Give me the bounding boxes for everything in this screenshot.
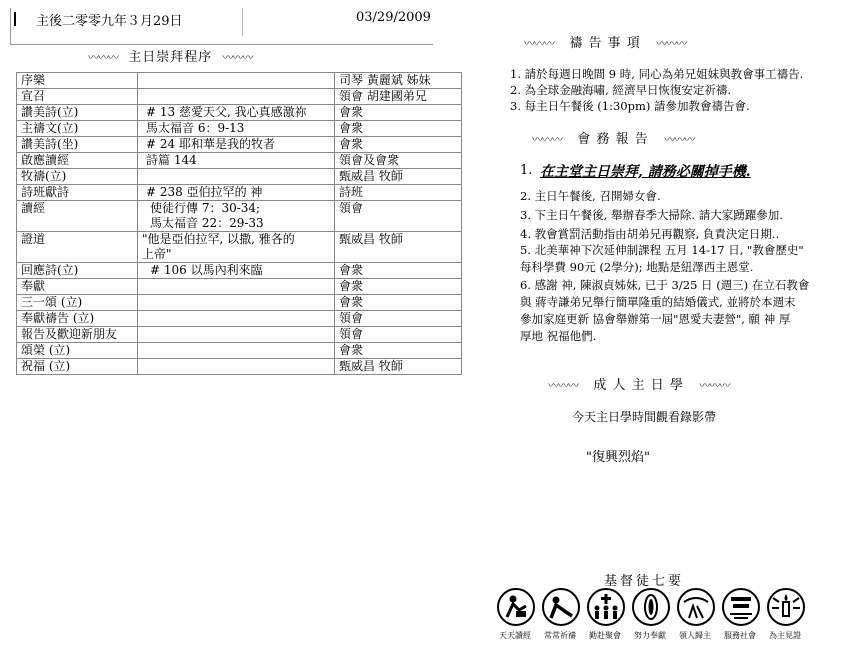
program-leader: 領會及會衆 [335, 153, 462, 169]
program-content [138, 185, 335, 201]
program-content [138, 105, 335, 121]
program-item: 詩班獻詩 [17, 185, 138, 201]
program-item: 主禱文(立) [17, 121, 138, 137]
announcement-item: 4. 教會賞罰活動指由胡弟兄再觀察, 負責決定日期.. [520, 227, 780, 241]
program-content-line: # 24 耶和華是我的牧者 [146, 137, 275, 151]
prayer-icon [542, 588, 580, 626]
program-row [17, 153, 462, 169]
announcement-item: 每科學費 90元 (2學分); 地點是紐澤西主恩堂. [520, 260, 754, 274]
program-leader: 領會 [335, 327, 462, 343]
program-content [138, 295, 335, 311]
program-row [17, 311, 462, 327]
program-leader: 會衆 [335, 279, 462, 295]
program-content-line: # 13 慈愛天父, 我心真感激祢 [146, 105, 307, 119]
wavy-ornament-icon: 〰〰〰 [88, 51, 118, 64]
program-content [138, 89, 335, 105]
program-leader: 會衆 [335, 343, 462, 359]
program-item: 宣召 [17, 89, 138, 105]
program-row [17, 73, 462, 89]
program-row [17, 137, 462, 153]
program-content [138, 73, 335, 89]
program-content-line: "他是亞伯拉罕, 以撒, 雅各的 [142, 232, 295, 246]
program-row [17, 185, 462, 201]
program-item: 讚美詩(坐) [17, 137, 138, 153]
wavy-ornament-icon: 〰〰〰 [699, 379, 730, 392]
seven-label: 常常祈禱 [544, 631, 576, 640]
seven-label: 領人歸主 [679, 631, 711, 640]
prayer-item: 3. 每主日午餐後 (1:30pm) 請參加教會禱告會. [510, 99, 750, 113]
program-item: 頌榮 (立) [17, 343, 138, 359]
prayer-item: 1. 請於每週日晚間 9 時, 同心為弟兄姐妹與教會事工禱告. [510, 67, 804, 81]
program-row [17, 201, 462, 232]
announcement-item: 3. 下主日午餐後, 舉辦春季大掃除. 請大家踴躍參加. [520, 208, 783, 222]
header-separator [242, 8, 243, 36]
program-content-line: 馬太福音 6：9-13 [146, 121, 245, 135]
program-row [17, 121, 462, 137]
program-content-line: # 238 亞伯拉罕的 神 [146, 185, 263, 199]
program-leader: 司琴 黃麗斌 姊妹 [335, 73, 462, 89]
program-content-line: 詩篇 144 [146, 153, 197, 167]
program-leader: 會衆 [335, 295, 462, 311]
sunday-school-line: 今天主日學時間觀看錄影帶 [572, 410, 717, 424]
program-leader: 會衆 [335, 121, 462, 137]
program-item: 祝福 (立) [17, 359, 138, 375]
gathering-icon [587, 588, 625, 626]
sunday-school-title-row [548, 374, 729, 393]
service-icon [722, 588, 760, 626]
program-content [138, 343, 335, 359]
seven-label: 天天讀經 [499, 631, 531, 640]
program-item: 奉獻禱告 (立) [17, 311, 138, 327]
program-item: 報告及歡迎新朋友 [17, 327, 138, 343]
announcement-item: 6. 感謝 神, 陳淑貞姊妹, 已于 3/25 日 (週三) 在立石教會 [520, 278, 810, 292]
program-content [138, 311, 335, 327]
program-leader: 會衆 [335, 105, 462, 121]
program-row [17, 327, 462, 343]
offering-icon [632, 588, 670, 626]
program-item: 讚美詩(立) [17, 105, 138, 121]
program-content [138, 121, 335, 137]
program-item: 啟應讀經 [17, 153, 138, 169]
program-content [138, 279, 335, 295]
program-item: 三一頌 (立) [17, 295, 138, 311]
program-item: 讀經 [17, 201, 138, 232]
program-leader: 甄威昌 牧師 [335, 232, 462, 263]
announcement-item: 厚地 祝福他們. [520, 329, 597, 343]
program-title: 主日崇拜程序 [128, 50, 213, 65]
reading-bible-icon [497, 588, 535, 626]
program-leader: 領會 [335, 311, 462, 327]
announcement-item: 與 蔣寺謙弟兄舉行簡單隆重的結婚儀式, 並將於本週末 [520, 295, 796, 309]
program-content-line: 上帝" [142, 247, 172, 261]
wavy-ornament-icon: 〰〰〰 [532, 133, 562, 146]
program-leader: 領會 [335, 201, 462, 232]
seven-essentials-title: 基督徒七要 [604, 574, 685, 589]
wavy-ornament-icon: 〰〰〰 [548, 379, 578, 392]
program-content-line: 馬太福音 22：29-33 [150, 216, 264, 230]
program-item: 奉獻 [17, 279, 138, 295]
program-item: 回應詩(立) [17, 263, 138, 279]
program-row [17, 295, 462, 311]
program-row [17, 359, 462, 375]
announcement-item: 5. 北美華神下次延伸制課程 五月 14-17 日, "教會歷史" [520, 243, 804, 257]
seven-label: 努力奉獻 [634, 631, 666, 640]
wavy-ornament-icon: 〰〰〰 [524, 37, 554, 50]
program-item: 序樂 [17, 73, 138, 89]
program-table [16, 72, 462, 375]
announcement-phone-notice: 在主堂主日崇拜, 請務必關掉手機. [540, 164, 751, 180]
prayer-item: 2. 為全球金融海嘯, 經濟早日恢復安定祈禱. [510, 83, 732, 97]
testimony-icon [767, 588, 805, 626]
program-content [138, 153, 335, 169]
sunday-school-video-title: "復興烈焰" [586, 450, 650, 465]
program-row [17, 89, 462, 105]
prayer-title-row [524, 32, 686, 51]
program-content [138, 232, 335, 263]
announcement-item: 參加家庭更新 協會舉辦第一屆"恩愛夫妻營", 願 神 厚 [520, 312, 791, 326]
announcement-number: 1. [520, 163, 533, 178]
program-content [138, 201, 335, 232]
program-leader: 會衆 [335, 137, 462, 153]
seven-label: 為主見證 [769, 631, 801, 640]
header-bar [14, 12, 16, 26]
program-row [17, 169, 462, 185]
program-item: 牧禱(立) [17, 169, 138, 185]
prayer-title: 禱 告 事 項 [569, 36, 641, 51]
program-content-line: 使徒行傳 7：30-34; [150, 201, 261, 215]
program-title-row [88, 46, 253, 65]
program-leader: 會衆 [335, 263, 462, 279]
evangelism-icon [677, 588, 715, 626]
wavy-ornament-icon: 〰〰〰 [656, 37, 687, 50]
announcement-item: 2. 主日午餐後, 召開婦女會. [520, 189, 661, 203]
sunday-school-title: 成 人 主 日 學 [593, 378, 684, 393]
announcements-title: 會 務 報 告 [577, 132, 649, 147]
program-leader: 詩班 [335, 185, 462, 201]
program-content [138, 137, 335, 153]
wavy-ornament-icon: 〰〰〰 [222, 51, 253, 64]
program-row [17, 232, 462, 263]
announcements-title-row [532, 128, 694, 147]
program-row [17, 105, 462, 121]
program-content-line: # 106 以馬內利來臨 [150, 263, 263, 277]
program-content [138, 263, 335, 279]
program-item: 證道 [17, 232, 138, 263]
program-leader: 領會 胡建國弟兄 [335, 89, 462, 105]
program-content [138, 359, 335, 375]
header-date-numeric: 03/29/2009 [356, 10, 431, 25]
program-content [138, 169, 335, 185]
program-leader: 甄威昌 牧師 [335, 169, 462, 185]
program-row [17, 279, 462, 295]
wavy-ornament-icon: 〰〰〰 [664, 133, 695, 146]
seven-label: 勤赴聚會 [589, 631, 621, 640]
program-row [17, 343, 462, 359]
program-content [138, 327, 335, 343]
program-leader: 甄威昌 牧師 [335, 359, 462, 375]
seven-label: 服務社會 [724, 631, 756, 640]
header-date-chinese: 主後二零零九年３月29日 [36, 14, 183, 29]
program-row [17, 263, 462, 279]
